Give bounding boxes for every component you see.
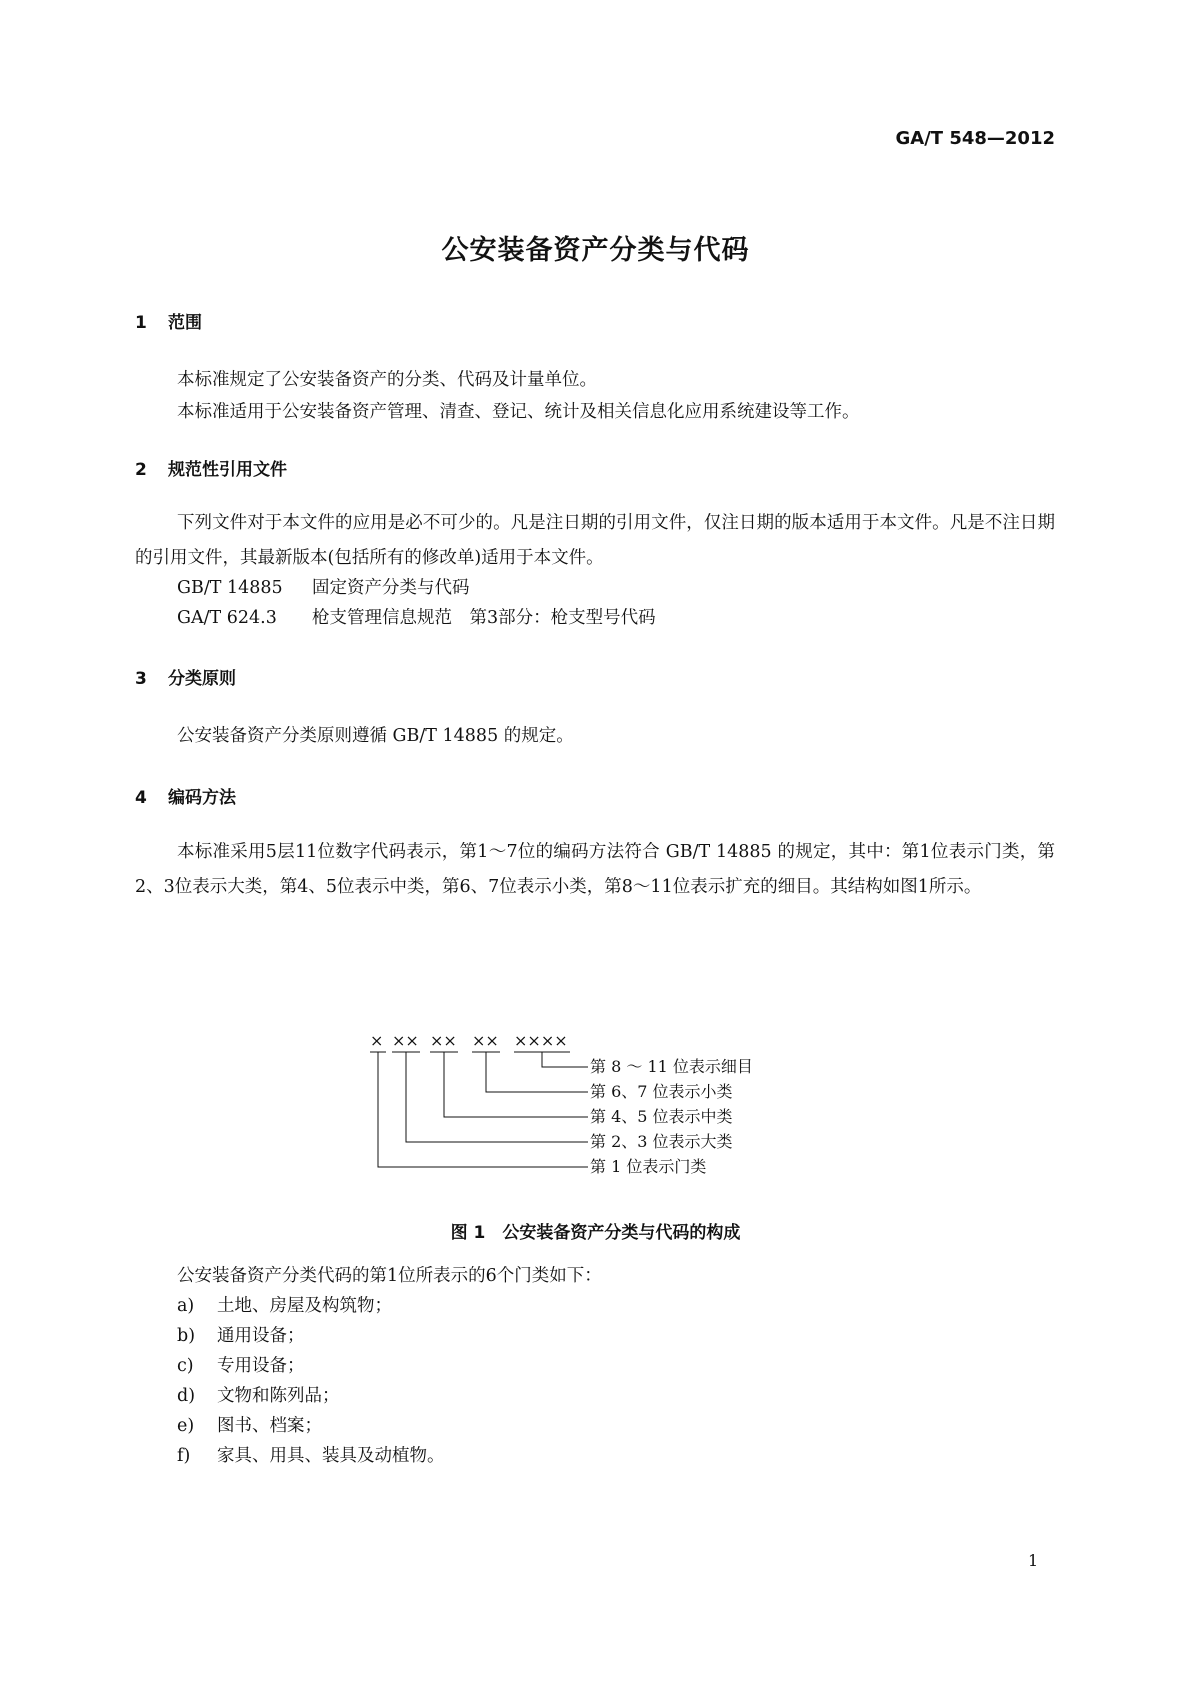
reference-code: GA/T 624.3 bbox=[177, 608, 277, 628]
section-title: 编码方法 bbox=[168, 788, 236, 808]
list-text: 专用设备； bbox=[217, 1356, 305, 1376]
code-group-5: ×××× bbox=[514, 1031, 568, 1050]
list-item bbox=[177, 1382, 340, 1407]
category-intro: 公安装备资产分类代码的第1位所表示的6个门类如下： bbox=[177, 1266, 602, 1286]
standard-number: GA/T 548—2012 bbox=[895, 128, 1055, 149]
list-text: 文物和陈列品； bbox=[217, 1386, 340, 1406]
paragraph: 下列文件对于本文件的应用是必不可少的。凡是注日期的引用文件，仅注日期的版本适用于本文件。凡是不注日期的引用文件，其最新版本(包括所有的修改单)适用于本文件。 bbox=[135, 513, 1055, 568]
paragraph: 本标准适用于公安装备资产管理、清查、登记、统计及相关信息化应用系统建设等工作。 bbox=[177, 402, 860, 422]
reference-item bbox=[177, 574, 470, 599]
code-group-3: ×× bbox=[430, 1031, 457, 1050]
label-midclass: 第 4、5 位表示中类 bbox=[590, 1107, 733, 1126]
section-title: 规范性引用文件 bbox=[168, 460, 287, 480]
connector-midclass bbox=[444, 1052, 588, 1117]
reference-code: GB/T 14885 bbox=[177, 578, 283, 598]
section-number: 4 bbox=[135, 788, 147, 808]
list-text: 土地、房屋及构筑物； bbox=[217, 1296, 392, 1316]
reference-title: 固定资产分类与代码 bbox=[312, 578, 470, 598]
list-marker: d) bbox=[177, 1386, 196, 1406]
paragraph: 本标准规定了公安装备资产的分类、代码及计量单位。 bbox=[177, 370, 597, 390]
list-item bbox=[177, 1352, 305, 1377]
label-detail: 第 8 ～ 11 位表示细目 bbox=[590, 1057, 753, 1076]
label-category: 第 1 位表示门类 bbox=[590, 1157, 707, 1176]
label-majorclass: 第 2、3 位表示大类 bbox=[590, 1132, 733, 1151]
section-number: 1 bbox=[135, 313, 147, 333]
list-text: 图书、档案； bbox=[217, 1416, 322, 1436]
section-number: 3 bbox=[135, 669, 147, 689]
reference-title: 枪支管理信息规范 第3部分：枪支型号代码 bbox=[312, 608, 656, 628]
section-title: 分类原则 bbox=[168, 669, 236, 689]
page-number: 1 bbox=[1028, 1551, 1039, 1570]
list-marker: b) bbox=[177, 1326, 196, 1346]
document-title: 公安装备资产分类与代码 bbox=[441, 235, 750, 266]
paragraph: 公安装备资产分类原则遵循 GB/T 14885 的规定。 bbox=[177, 726, 574, 746]
section-4-heading bbox=[135, 783, 236, 808]
connector-subclass bbox=[486, 1052, 588, 1092]
list-item bbox=[177, 1292, 392, 1317]
connector-category bbox=[378, 1052, 588, 1167]
section-2-heading bbox=[135, 455, 287, 480]
list-text: 通用设备； bbox=[217, 1326, 305, 1346]
code-group-1: × bbox=[370, 1031, 384, 1050]
paragraph: 本标准采用5层11位数字代码表示，第1～7位的编码方法符合 GB/T 14885 的规定，其中：第1位表示门类，第2、3位表示大类，第4、5位表示中类，第6、7位表示小类，第8～11位表示扩充的细目。其结构如图1所示。 bbox=[135, 842, 1055, 897]
connector-majorclass bbox=[406, 1052, 588, 1142]
list-marker: f) bbox=[177, 1446, 191, 1466]
list-item bbox=[177, 1322, 305, 1347]
code-group-4: ×× bbox=[472, 1031, 499, 1050]
section-number: 2 bbox=[135, 460, 147, 480]
section-title: 范围 bbox=[168, 313, 202, 333]
list-marker: a) bbox=[177, 1296, 195, 1316]
list-marker: c) bbox=[177, 1356, 194, 1376]
connector-detail bbox=[542, 1052, 588, 1067]
list-item bbox=[177, 1442, 445, 1467]
reference-item bbox=[177, 604, 656, 629]
label-subclass: 第 6、7 位表示小类 bbox=[590, 1082, 733, 1101]
section-1-heading bbox=[135, 308, 202, 333]
list-marker: e) bbox=[177, 1416, 195, 1436]
section-3-heading bbox=[135, 664, 236, 689]
list-text: 家具、用具、装具及动植物。 bbox=[217, 1446, 445, 1466]
list-item bbox=[177, 1412, 322, 1437]
figure-caption: 图 1 公安装备资产分类与代码的构成 bbox=[450, 1223, 741, 1243]
code-structure-diagram bbox=[370, 1030, 780, 1215]
code-group-2: ×× bbox=[392, 1031, 419, 1050]
